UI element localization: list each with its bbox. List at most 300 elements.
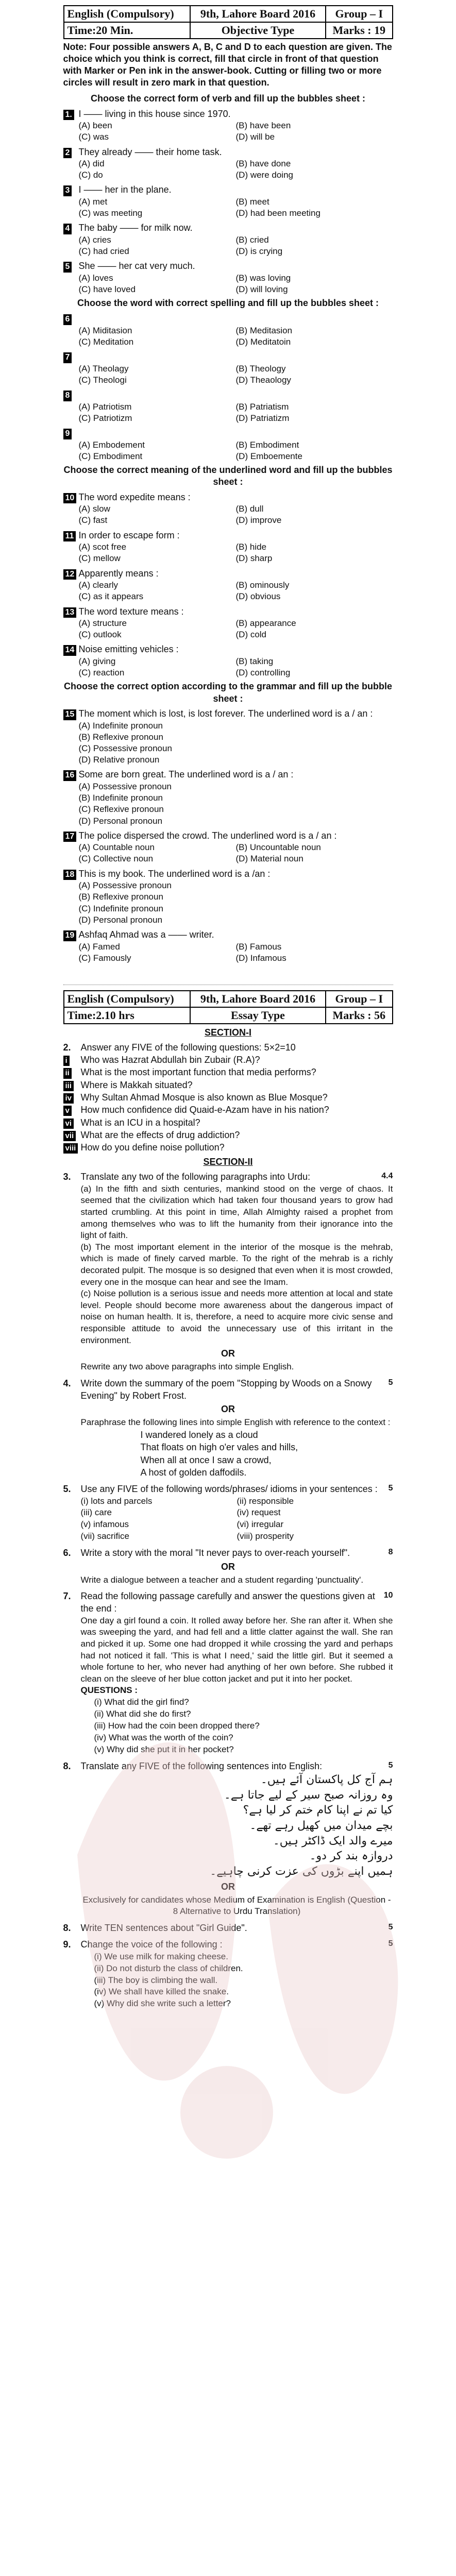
question-text: The word texture means :: [78, 606, 184, 617]
question-text: Some are born great. The underlined word is a / an :: [78, 769, 294, 780]
question-text: Use any FIVE of the following words/phrases/ idioms in your sentences :: [80, 1484, 378, 1495]
question-7: [63, 1590, 393, 1615]
question-number: [63, 492, 79, 504]
answer-option: (B) meet: [235, 197, 269, 207]
urdu-text: میرے والد ایک ڈاکٹر ہیں۔: [273, 1834, 393, 1848]
question-text: They already —— their home task.: [78, 146, 222, 157]
number-box: i: [63, 1056, 70, 1066]
question-marks: 10: [383, 1591, 393, 1600]
short-question: [63, 1116, 393, 1129]
urdu-text: دروازہ بند کر دو۔: [309, 1850, 393, 1863]
question-marks: 5: [388, 1378, 393, 1387]
question-text: Ashfaq Ahmad was a —— writer.: [78, 929, 214, 940]
alternative-text: Rewrite any two above paragraphs into simple English.: [80, 1362, 294, 1372]
answer-option: (A) Patriotism: [78, 401, 132, 412]
poem-line: When all at once I saw a crowd,: [140, 1454, 272, 1465]
question-8: [63, 1760, 393, 1772]
answer-option: (D) Theaology: [235, 375, 291, 385]
alternative-text: Write a dialogue between a teacher and a student regarding 'punctuality'.: [80, 1574, 364, 1585]
answer-option: (D) obvious: [235, 591, 281, 602]
question-text: Translate any two of the following paragraphs into Urdu:: [80, 1172, 311, 1182]
question-number: [63, 568, 79, 580]
answer-options: [63, 880, 393, 925]
answer-option: (C) Theologi: [78, 375, 127, 385]
question-number: 3.: [63, 1172, 71, 1182]
paper-content: [63, 0, 393, 2010]
answer-option: (C) outlook: [78, 630, 122, 640]
board-label: 9th, Lahore Board 2016: [190, 991, 326, 1007]
answer-options: [63, 842, 393, 865]
question-number: 9.: [63, 1939, 71, 1950]
mcq-question: [63, 708, 393, 720]
short-question: [63, 1141, 393, 1154]
mcq-question: [63, 830, 393, 842]
roman-number: [63, 1129, 81, 1141]
answer-option: (C) Possessive pronoun: [78, 743, 172, 754]
mcq-question: [63, 769, 393, 781]
section-instruction: Choose the correct meaning of the underlined word and fill up the bubbles sheet :: [63, 464, 393, 487]
poem-line: A host of golden daffodils.: [140, 1467, 247, 1478]
roman-number: [63, 1054, 81, 1066]
poem-lines: [63, 1429, 393, 1479]
number-box: ii: [63, 1068, 72, 1078]
question-text: Answer any FIVE of the following questions: 5×2=10: [80, 1042, 296, 1053]
number-box: v: [63, 1106, 72, 1116]
answer-options: [63, 503, 393, 526]
answer-options: [63, 541, 393, 564]
answer-options: [63, 120, 393, 143]
answer-option: (B) cried: [235, 235, 269, 245]
number-box: viii: [63, 1143, 78, 1154]
comprehension-question: (v) Why did she put it in her pocket?: [94, 1744, 234, 1754]
question-number: [63, 427, 79, 439]
question-text: I —— her in the plane.: [78, 184, 172, 195]
question-number: [63, 530, 79, 542]
question-number: [63, 222, 79, 234]
answer-option: (C) Meditation: [78, 336, 134, 347]
answer-options: [63, 618, 393, 640]
type-label: Objective Type: [190, 22, 326, 39]
questions-heading: QUESTIONS :: [80, 1685, 138, 1696]
number-box: 8: [63, 391, 72, 401]
question-text: Translate any FIVE of the following sentences into English:: [80, 1760, 323, 1771]
answer-option: (B) Embodiment: [235, 439, 299, 450]
short-question: [63, 1104, 393, 1116]
voice-sentences: [63, 1951, 393, 2010]
number-box: vi: [63, 1118, 74, 1129]
section-instruction: Choose the word with correct spelling and fill up the bubbles sheet :: [77, 298, 379, 309]
number-box: 7: [63, 352, 72, 363]
question-text: What are the effects of drug addiction?: [80, 1129, 240, 1140]
roman-number: [63, 1104, 81, 1116]
answer-option: (B) Patriatism: [235, 401, 289, 412]
question-3: [63, 1171, 393, 1183]
roman-number: [63, 1141, 81, 1154]
answer-option: (B) Famous: [235, 941, 282, 952]
mcq-question: [63, 868, 393, 880]
question-text: She —— her cat very much.: [78, 261, 195, 272]
question-text: Write a story with the moral "It never pays to over-reach yourself".: [80, 1548, 350, 1558]
roman-number: [63, 1079, 81, 1091]
answer-option: (A) did: [78, 159, 105, 169]
word-item: (viii) prosperity: [237, 1531, 294, 1541]
question-number: [63, 708, 79, 720]
roman-number: [63, 1116, 81, 1129]
paragraph: (c) Noise pollution is a serious issue and needs more attention at local and state level. People should become more awareness about the dangerous impact of noise on human health. It is, therefore, a need to acquire more civic sense and responsible attitude to avoid the unnecessary use of this irritant in the environment.: [80, 1289, 393, 1345]
alternative-text: Exclusively for candidates whose Medium of Examination is English (Question - 8 Alternative to Urdu Translation): [82, 1894, 391, 1917]
number-box: 11: [63, 531, 76, 542]
question-text: In order to escape form :: [78, 530, 180, 540]
urdu-sentence: [63, 1803, 393, 1818]
urdu-text: وہ روزانہ صبح سیر کے لیے جاتا ہے۔: [224, 1788, 393, 1802]
question-number: 2.: [63, 1042, 71, 1053]
time-label: Time:20 Min.: [64, 22, 190, 39]
comprehension-question: (ii) What did she do first?: [94, 1708, 191, 1719]
mcq-question: [63, 313, 393, 325]
short-questions: [63, 1054, 393, 1154]
answer-option: (C) fast: [78, 515, 108, 526]
mcq-question: [63, 184, 393, 196]
question-number: 8.: [63, 1923, 71, 1934]
question-marks: 8: [388, 1548, 393, 1557]
mcq-question: [63, 222, 393, 234]
answer-option: (A) clearly: [78, 580, 119, 590]
answer-options: [63, 439, 393, 462]
answer-option: (B) was loving: [235, 273, 291, 283]
question-number: 7.: [63, 1591, 71, 1602]
mcq-question: [63, 260, 393, 273]
answer-option: (D) Emboemente: [235, 451, 302, 461]
urdu-sentences: [63, 1772, 393, 1879]
answer-options: [63, 580, 393, 602]
answer-option: (A) structure: [78, 618, 127, 629]
answer-option: (D) Meditatoin: [235, 336, 291, 347]
word-item: (vi) irregular: [237, 1519, 284, 1530]
instructions-note: Note: Four possible answers A, B, C and D to each question are given. The choice which you think is correct, fill that circle in front of that question with Marker or Pen ink in the answer-book. Cutting or filling two or more circles will result in zero mark in that question.: [63, 42, 392, 88]
question-marks: 5: [388, 1760, 393, 1770]
subject-label: English (Compulsory): [64, 991, 190, 1007]
answer-option: (A) slow: [78, 504, 110, 514]
urdu-sentence: [63, 1864, 393, 1879]
question-text: I —— living in this house since 1970.: [78, 108, 231, 119]
answer-option: (B) Reflexive pronoun: [78, 892, 163, 902]
answer-option: (A) Indefinite pronoun: [78, 721, 163, 731]
question-text: Read the following passage carefully and answer the questions given at the end :: [80, 1591, 375, 1614]
word-item: (iii) care: [80, 1507, 112, 1518]
poem-line: That floats on high o'er vales and hills,: [140, 1442, 298, 1453]
answer-option: (B) appearance: [235, 618, 296, 629]
answer-option: (C) was: [78, 132, 109, 142]
answer-option: (D) is crying: [235, 246, 283, 257]
paragraph: (b) The most important element in the interior of the mosque is the mehrab, which is made of finely carved marble. To the right of the mehrab is a richly decorated pulpit. The mosque is so designed that even when it is most crowded, every one in the mosque can hear and see the Imam.: [80, 1242, 393, 1287]
question-number: [63, 146, 79, 159]
or-divider: OR: [221, 1348, 235, 1359]
answer-option: (A) Possessive pronoun: [78, 782, 172, 792]
number-box: 4: [63, 224, 72, 234]
urdu-text: کیا تم نے اپنا کام ختم کر لیا ہے؟: [243, 1804, 393, 1817]
question-text: Noise emitting vehicles :: [78, 644, 179, 655]
number-box: iii: [63, 1081, 74, 1091]
mcq-question: [63, 427, 393, 439]
urdu-text: ہمیں اپنے بڑوں کی عزت کرنی چاہیے۔: [210, 1865, 393, 1878]
mcq-question: [63, 643, 393, 656]
or-divider: OR: [221, 1404, 235, 1415]
question-number: [63, 606, 79, 618]
number-box: 12: [63, 569, 77, 580]
answer-options: [63, 401, 393, 424]
answer-options: [63, 720, 393, 766]
question-text: How do you define noise pollution?: [80, 1142, 225, 1153]
question-number: [63, 313, 79, 325]
answer-option: (D) Personal pronoun: [78, 914, 163, 925]
number-box: vii: [63, 1131, 76, 1141]
short-question: [63, 1091, 393, 1104]
board-label: 9th, Lahore Board 2016: [190, 6, 326, 22]
answer-option: (C) have loved: [78, 284, 136, 295]
answer-option: (C) do: [78, 170, 103, 180]
answer-option: (C) as it appears: [78, 591, 144, 602]
answer-option: (C) Embodiment: [78, 451, 143, 461]
marks-label: Marks : 56: [326, 1007, 392, 1024]
mcq-question: [63, 530, 393, 542]
answer-options: [63, 325, 393, 348]
section-heading: SECTION-I: [204, 1027, 251, 1038]
roman-number: [63, 1066, 81, 1078]
question-text: The moment which is lost, is lost forever. The underlined word is a / an :: [78, 708, 373, 719]
time-label: Time:2.10 hrs: [64, 1007, 190, 1024]
question-number: [63, 389, 79, 401]
type-label: Essay Type: [190, 1007, 326, 1024]
answer-option: (A) Embodement: [78, 439, 145, 450]
answer-option: (D) had been meeting: [235, 208, 320, 218]
group-label: Group – I: [326, 6, 392, 22]
answer-options: [63, 781, 393, 826]
answer-options: [63, 196, 393, 219]
marks-label: Marks : 19: [326, 22, 392, 39]
answer-option: (D) improve: [235, 515, 282, 526]
answer-option: (D) cold: [235, 630, 267, 640]
answer-option: (C) Indefinite pronoun: [78, 903, 163, 913]
word-item: (i) lots and parcels: [80, 1496, 153, 1506]
question-9: [63, 1938, 393, 1951]
objective-questions: [63, 108, 393, 964]
question-number: 6.: [63, 1548, 71, 1558]
number-box: 1.: [63, 110, 74, 121]
voice-sentence: (v) Why did she write such a letter?: [94, 1998, 231, 2009]
answer-options: [63, 234, 393, 257]
answer-option: (D) were doing: [235, 170, 293, 180]
comprehension-questions: [63, 1697, 393, 1756]
answer-options: [63, 158, 393, 181]
answer-option: (A) scot free: [78, 542, 127, 552]
answer-option: (B) have been: [235, 121, 291, 131]
question-marks: 5: [388, 1939, 393, 1948]
answer-options: [63, 363, 393, 386]
mcq-question: [63, 492, 393, 504]
number-box: 14: [63, 645, 77, 656]
urdu-sentence: [63, 1788, 393, 1803]
answer-option: (B) Theology: [235, 363, 286, 374]
mcq-question: [63, 351, 393, 363]
question-number: 4.: [63, 1378, 71, 1388]
question-text: What is the most important function that media performs?: [80, 1067, 316, 1078]
answer-option: (D) Relative pronoun: [78, 755, 160, 765]
number-box: 9: [63, 429, 72, 439]
question-number: [63, 929, 79, 941]
word-item: (iv) request: [237, 1507, 281, 1518]
or-divider: OR: [221, 1881, 235, 1892]
question-text: Change the voice of the following :: [80, 1939, 223, 1950]
answer-option: (C) reaction: [78, 668, 125, 678]
word-item: (v) infamous: [80, 1519, 129, 1530]
subject-label: English (Compulsory): [64, 6, 190, 22]
essay-header: [63, 990, 393, 1024]
question-2: [63, 1041, 393, 1054]
number-box: 17: [63, 832, 77, 842]
question-number: [63, 351, 79, 363]
answer-option: (D) controlling: [235, 668, 291, 678]
number-box: 6: [63, 314, 72, 325]
question-number: [63, 260, 79, 273]
poem-line: I wandered lonely as a cloud: [140, 1430, 258, 1440]
answer-option: (B) Reflexive pronoun: [78, 732, 163, 742]
urdu-sentence: [63, 1834, 393, 1849]
short-question: [63, 1129, 393, 1141]
answer-option: (A) been: [78, 121, 112, 131]
question-text: Apparently means :: [78, 568, 159, 579]
answer-option: (B) taking: [235, 656, 274, 667]
question-number: [63, 184, 79, 196]
question-number: 8.: [63, 1760, 71, 1771]
answer-option: (B) hide: [235, 542, 267, 552]
mcq-question: [63, 606, 393, 618]
question-number: [63, 769, 79, 781]
answer-option: (C) had cried: [78, 246, 129, 257]
question-6: [63, 1547, 393, 1559]
question-number: [63, 643, 79, 656]
mcq-question: [63, 146, 393, 159]
answer-option: (C) Famously: [78, 953, 131, 963]
question-8-alt: [63, 1922, 393, 1934]
short-question: [63, 1054, 393, 1066]
comprehension-question: (iii) How had the coin been dropped there?: [94, 1720, 260, 1731]
section-heading: SECTION-II: [203, 1157, 253, 1167]
number-box: 19: [63, 930, 77, 941]
comprehension-passage: One day a girl found a coin. It rolled away before her. She ran after it. When she was sweeping the yard, and had fell and a little clatter against the wall. She ran and picked it up. Some one had dropped it while crossing the yard and perhaps had not noticed it fall. 'This is what I need,' said the little girl. But it seemed a whole fortune to her, who never had anything of her own before. She rubbed it clean on the sleeve of her blue cotton jacket and put it into her pocket.: [80, 1615, 393, 1684]
question-text: What is an ICU in a hospital?: [80, 1117, 200, 1128]
voice-sentence: (i) We use milk for making cheese.: [94, 1951, 228, 1961]
short-question: [63, 1066, 393, 1078]
comprehension-question: (i) What did the girl find?: [94, 1697, 189, 1707]
answer-option: (D) will be: [235, 132, 275, 142]
section-instruction: Choose the correct option according to the grammar and fill up the bubble sheet :: [63, 681, 393, 704]
voice-sentence: (ii) Do not disturb the class of children.: [94, 1963, 243, 1973]
answer-option: (A) Theolagy: [78, 363, 129, 374]
answer-option: (A) Countable noun: [78, 842, 155, 853]
number-box: 5: [63, 262, 72, 273]
answer-option: (B) dull: [235, 504, 264, 514]
group-label: Group – I: [326, 991, 392, 1007]
answer-option: (A) cries: [78, 235, 111, 245]
answer-option: (A) Famed: [78, 941, 120, 952]
mcq-question: [63, 389, 393, 401]
mcq-question: [63, 568, 393, 580]
number-box: 3: [63, 185, 72, 196]
question-text: Who was Hazrat Abdullah bin Zubair (R.A)?: [80, 1055, 260, 1065]
number-box: 16: [63, 770, 77, 781]
question-text: Why Sultan Ahmad Mosque is also known as Blue Mosque?: [80, 1092, 328, 1103]
answer-option: (D) sharp: [235, 553, 273, 564]
translation-paragraphs: [63, 1183, 393, 1347]
mcq-question: [63, 929, 393, 941]
question-number: [63, 108, 79, 121]
word-item: (vii) sacrifice: [80, 1531, 129, 1541]
urdu-sentence: [63, 1818, 393, 1834]
answer-option: (B) Indefinite pronoun: [78, 793, 163, 803]
answer-option: (A) Miditasion: [78, 325, 132, 335]
number-box: 18: [63, 870, 77, 880]
answer-option: (D) Infamous: [235, 953, 286, 963]
answer-option: (D) Personal pronoun: [78, 816, 163, 826]
word-list: [63, 1496, 393, 1543]
answer-options: [63, 656, 393, 679]
urdu-sentence: [63, 1772, 393, 1788]
objective-header: [63, 5, 393, 39]
question-marks: 5: [388, 1484, 393, 1493]
answer-option: (B) Meditasion: [235, 325, 293, 335]
question-number: [63, 830, 79, 842]
question-4: [63, 1377, 393, 1402]
answer-option: (D) Patriatizm: [235, 413, 290, 423]
answer-option: (A) giving: [78, 656, 116, 667]
answer-options: [63, 941, 393, 964]
question-text: Where is Makkah situated?: [80, 1079, 193, 1090]
short-question: [63, 1079, 393, 1091]
answer-option: (C) was meeting: [78, 208, 143, 218]
question-marks: 5: [388, 1923, 393, 1932]
number-box: 13: [63, 607, 77, 618]
question-text: Write TEN sentences about "Girl Guide".: [80, 1923, 247, 1934]
voice-sentence: (iii) The boy is climbing the wall.: [94, 1975, 218, 1985]
answer-option: (B) ominously: [235, 580, 290, 590]
urdu-text: بچے میدان میں کھیل رہے تھے۔: [249, 1819, 393, 1833]
voice-sentence: (iv) We shall have killed the snake.: [94, 1987, 229, 1997]
number-box: 10: [63, 493, 77, 504]
or-divider: OR: [221, 1561, 235, 1572]
mcq-question: [63, 108, 393, 121]
paragraph: (a) In the fifth and sixth centuries, mankind stood on the verge of chaos. It seemed that the civilization which had taken four thousand years to grow had started crumbling. At this point in time, Allah Almighty raised a prophet from among themselves who was to lift the humanity from their ignorance into the light of faith.: [80, 1183, 393, 1241]
answer-option: (A) loves: [78, 273, 113, 283]
question-marks: 4.4: [381, 1172, 393, 1181]
answer-option: (A) Possessive pronoun: [78, 880, 172, 891]
comprehension-question: (iv) What was the worth of the coin?: [94, 1732, 233, 1742]
question-number: 5.: [63, 1484, 71, 1495]
question-text: The police dispersed the crowd. The underlined word is a / an :: [78, 830, 337, 841]
question-5: [63, 1483, 393, 1495]
section-instruction: Choose the correct form of verb and fill up the bubbles sheet :: [90, 93, 366, 104]
question-text: Write down the summary of the poem "Stopping by Woods on a Snowy Evening" by Robert Frost.: [80, 1378, 372, 1401]
number-box: iv: [63, 1093, 74, 1104]
urdu-sentence: [63, 1849, 393, 1864]
roman-number: [63, 1091, 81, 1104]
answer-option: (C) Reflexive pronoun: [78, 804, 164, 815]
number-box: 15: [63, 709, 77, 720]
question-text: This is my book. The underlined word is a /an :: [78, 868, 271, 879]
answer-option: (C) mellow: [78, 553, 121, 564]
question-number: [63, 868, 79, 880]
number-box: 2: [63, 148, 72, 159]
urdu-text: ہم آج کل پاکستان آئے ہیں۔: [260, 1773, 393, 1787]
